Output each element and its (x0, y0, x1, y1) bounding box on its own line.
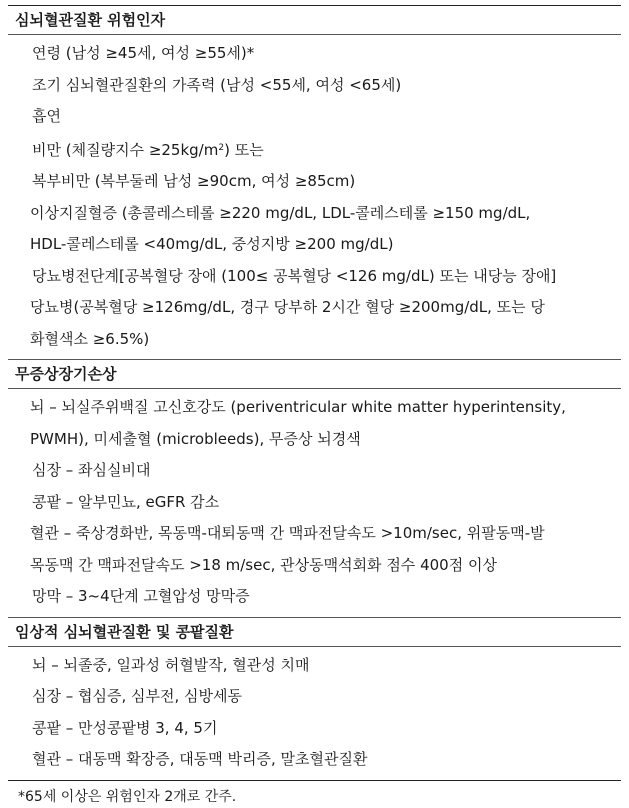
obesity-text-end: ) 또는 (224, 140, 264, 159)
list-item: 심장 – 좌심실비대 (32, 461, 151, 479)
list-item: 혈관 – 죽상경화반, 목동맥-대퇴동맥 간 맥파전달속도 >10m/sec, 위팔동맥-발 (30, 524, 545, 542)
list-item: 복부비만 (복부둘레 남성 ≥90cm, 여성 ≥85cm) (32, 172, 356, 190)
list-item: 흡연 (32, 107, 61, 125)
section-clinical-disease (8, 618, 621, 780)
list-item: 혈관 – 대동맥 확장증, 대동맥 박리증, 말초혈관질환 (32, 750, 368, 768)
table-bottom-rule (8, 780, 621, 781)
list-item-continuation: 화혈색소 ≥6.5%) (30, 329, 150, 348)
footnote: *65세 이상은 위험인자 2개로 간주. (18, 788, 237, 805)
list-item: 당뇨병(공복혈당 ≥126mg/dL, 경구 당부하 2시간 혈당 ≥200mg/dL, 또는 당 (30, 298, 545, 316)
superscript: 2 (218, 142, 225, 153)
section-header: 심뇌혈관질환 위험인자 (8, 6, 621, 35)
section-header: 임상적 심뇌혈관질환 및 콩팥질환 (8, 618, 621, 647)
section-body (8, 389, 621, 617)
section-organ-damage (8, 360, 621, 617)
list-item: 뇌 – 뇌졸중, 일과성 허혈발작, 혈관성 치매 (32, 655, 310, 674)
list-item-continuation: HDL-콜레스테롤 <40mg/dL, 중성지방 ≥200 mg/dL) (30, 235, 394, 253)
risk-factor-table (8, 5, 621, 808)
list-item: 조기 심뇌혈관질환의 가족력 (남성 <55세, 여성 <65세) (32, 75, 402, 94)
list-item: 콩팥 – 알부민뇨, eGFR 감소 (32, 492, 220, 511)
list-item: 콩팥 – 만성콩팥병 3, 4, 5기 (32, 718, 218, 737)
list-item-continuation: 목동맥 간 맥파전달속도 >18 m/sec, 관상동맥석회화 점수 400점 이상 (30, 555, 497, 574)
section-header: 무증상장기손상 (8, 360, 621, 389)
list-item (8, 133, 621, 167)
list-item: 당뇨병전단계[공복혈당 장애 (100≤ 공복혈당 <126 mg/dL) 또는 내당능 장애] (32, 266, 557, 285)
section-body (8, 35, 621, 359)
list-item: 이상지질혈증 (총콜레스테롤 ≥220 mg/dL, LDL-콜레스테롤 ≥150 mg/dL, (30, 203, 531, 222)
list-item: 심장 – 협심증, 심부전, 심방세동 (32, 687, 242, 705)
list-item: 뇌 – 뇌실주위백질 고신호강도 (periventricular white matter hyperintensity, (30, 398, 566, 416)
section-body (8, 647, 621, 780)
list-item: 망막 – 3~4단계 고혈압성 망막증 (32, 587, 250, 605)
list-item: 연령 (남성 ≥45세, 여성 ≥55세)* (32, 44, 255, 62)
obesity-text: 비만 (체질량지수 ≥25kg/m (32, 140, 219, 159)
list-item-continuation: PWMH), 미세출혈 (microbleeds), 무증상 뇌경색 (30, 429, 361, 448)
section-risk-factors (8, 6, 621, 359)
